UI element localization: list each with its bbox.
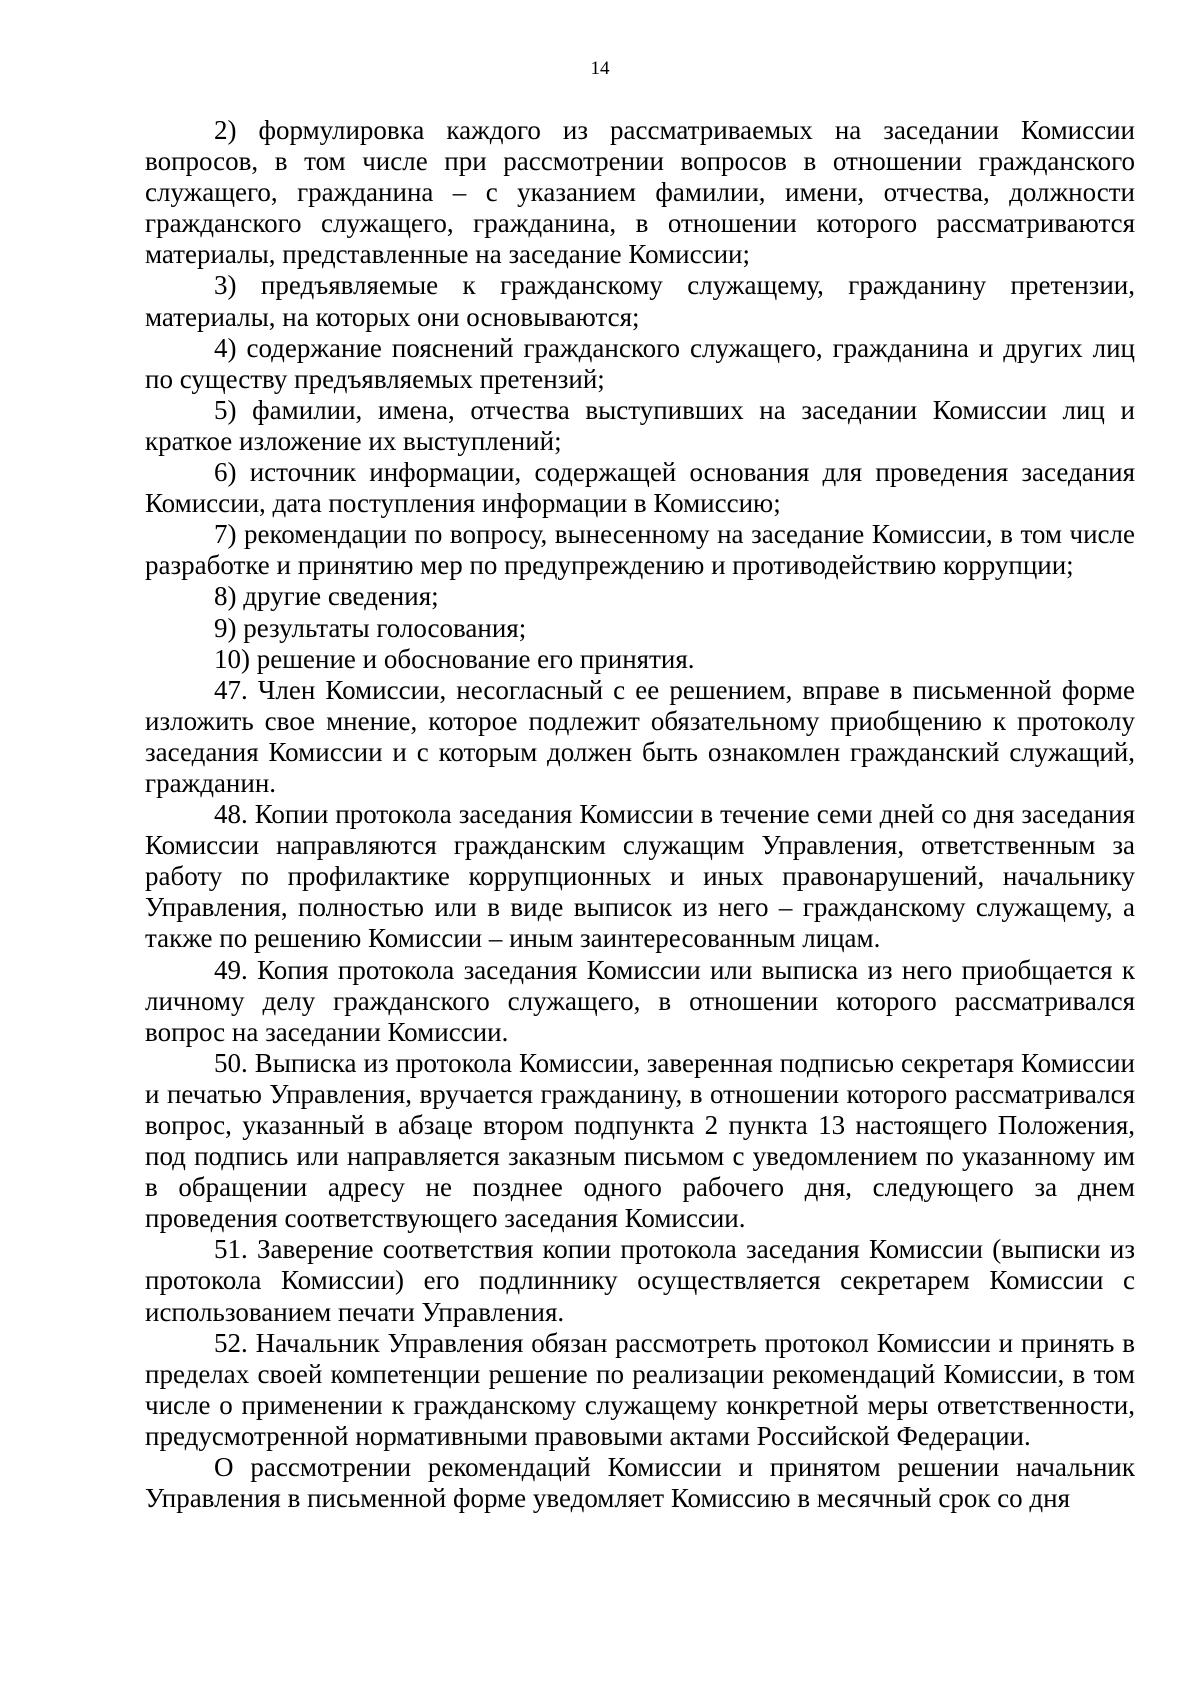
paragraph-item-8: 8) другие сведения; bbox=[214, 581, 439, 612]
paragraph-notification: О рассмотрении рекомендаций Комиссии и принятом решении начальник Управления в письменной форме уведомляет Комиссию в месячный срок со дня bbox=[145, 1452, 1135, 1514]
paragraph-point-49: 49. Копия протокола заседания Комиссии или выписка из него приобщается к личному делу гражданского служащего, в отношении которого рассматривался вопрос на заседании Комиссии. bbox=[145, 954, 1135, 1047]
paragraph-item-4: 4) содержание пояснений гражданского служащего, гражданина и других лиц по существу предъявляемых претензий; bbox=[145, 332, 1135, 394]
paragraph-item-10: 10) решение и обоснование его принятия. bbox=[214, 643, 695, 674]
paragraph-item-5: 5) фамилии, имена, отчества выступивших на заседании Комиссии лиц и краткое изложение их выступлений; bbox=[145, 394, 1135, 456]
paragraph-point-48: 48. Копии протокола заседания Комиссии в течение семи дней со дня заседания Комиссии направляются гражданским служащим Управления, ответственным за работу по профилактике коррупционных и иных правонарушений, начальнику Управления, полностью или в виде выписок из него – гражданскому служащему, а также по решению Комиссии – иным заинтересованным лицам. bbox=[145, 799, 1135, 954]
paragraph-point-52: 52. Начальник Управления обязан рассмотреть протокол Комиссии и принять в пределах своей компетенции решение по реализации рекомендаций Комиссии, в том числе о применении к гражданскому служащему конкретной меры ответственности, предусмотренной нормативными правовыми актами Российской Федерации. bbox=[145, 1327, 1135, 1451]
document-body bbox=[145, 115, 1135, 1514]
paragraph-point-47: 47. Член Комиссии, несогласный с ее решением, вправе в письменной форме изложить свое мнение, которое подлежит обязательному приобщению к протоколу заседания Комиссии и с которым должен быть ознакомлен гражданский служащий, гражданин. bbox=[145, 674, 1135, 798]
paragraph-item-9: 9) результаты голосования; bbox=[214, 612, 527, 643]
paragraph-point-51: 51. Заверение соответствия копии протокола заседания Комиссии (выписки из протокола Комиссии) его подлиннику осуществляется секретарем Комиссии с использованием печати Управления. bbox=[145, 1234, 1135, 1327]
paragraph-item-2: 2) формулировка каждого из рассматриваемых на заседании Комиссии вопросов, в том числе при рассмотрении вопросов в отношении гражданского служащего, гражданина – с указанием фамилии, имени, отчества, должности гражданского служащего, гражданина, в отношении которого рассматриваются материалы, представленные на заседание Комиссии; bbox=[145, 115, 1135, 270]
page-number: 14 bbox=[590, 58, 610, 79]
paragraph-item-6: 6) источник информации, содержащей основания для проведения заседания Комиссии, дата поступления информации в Комиссию; bbox=[145, 457, 1135, 519]
paragraph-point-50: 50. Выписка из протокола Комиссии, заверенная подписью секретаря Комиссии и печатью Управления, вручается гражданину, в отношении которого рассматривался вопрос, указанный в абзаце втором подпункта 2 пункта 13 настоящего Положения, под подпись или направляется заказным письмом с уведомлением по указанному им в обращении адресу не позднее одного рабочего дня, следующего за днем проведения соответствующего заседания Комиссии. bbox=[145, 1047, 1135, 1234]
paragraph-item-7: 7) рекомендации по вопросу, вынесенному на заседание Комиссии, в том числе разработке и принятию мер по предупреждению и противодействию коррупции; bbox=[145, 519, 1135, 581]
paragraph-item-3: 3) предъявляемые к гражданскому служащему, гражданину претензии, материалы, на которых они основываются; bbox=[145, 270, 1135, 332]
